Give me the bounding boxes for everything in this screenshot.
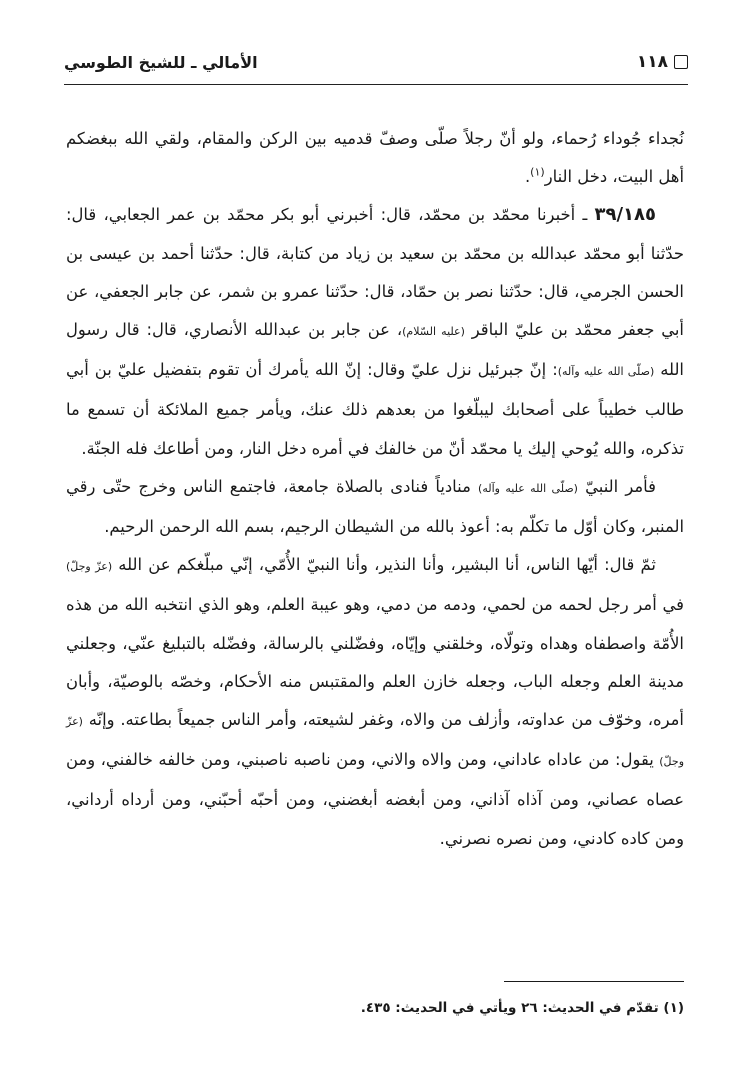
page-number: ١١٨ bbox=[636, 52, 668, 72]
hadith-number: ٣٩/١٨٥ bbox=[594, 204, 656, 226]
footnote-divider bbox=[504, 981, 684, 982]
honorific-note: (عليه السّلام) bbox=[402, 325, 465, 339]
page-body bbox=[66, 120, 684, 858]
footnote-reference: (١) bbox=[530, 165, 545, 179]
honorific-note: (عزّ وجلّ) bbox=[66, 715, 684, 769]
paragraph-1-end: . bbox=[524, 167, 531, 187]
paragraph-2-text-b: ، عن جابر بن عبدالله الأنصاري، قال: قال رسول الله bbox=[66, 320, 684, 380]
paragraph-4-text-a: ثمّ قال: أيّها الناس، أنا البشير، وأنا النذير، وأنا النبيّ الأُمّي، إنّي مبلّغكم عن الله bbox=[112, 555, 656, 575]
paragraph-3-text-b: منادياً فنادى بالصلاة جامعة، فاجتمع الناس وخرج حتّى رقي المنبر، وكان أوّل ما تكلّم به: أعوذ بالله من الشيطان الرجيم، بسم الله الرحمن الرحيم. bbox=[66, 476, 684, 537]
paragraph-1-text: نُجداء جُوداء رُحماء، ولو أنّ رجلاً صلّى وصفّ قدميه بين الركن والمقام، ولقي الله ببغضكم أهل البيت، دخل النار bbox=[66, 129, 684, 187]
honorific-note: (صلّى الله عليه وآله) bbox=[478, 481, 578, 495]
running-title: الأمالي ـ للشيخ الطوسي bbox=[64, 52, 258, 72]
page-number-block bbox=[637, 52, 688, 72]
honorific-note: (عزّ وجلّ) bbox=[66, 560, 113, 574]
footnote: (١) تقدّم في الحديث: ٢٦ ويأتي في الحديث: ٤٣٥. bbox=[360, 1000, 684, 1016]
paragraph-2-text-a: ـ أخبرنا محمّد بن محمّد، قال: أخبرني أبو بكر محمّد بن عمر الجعابي، قال: حدّثنا أبو محمّد عبدالله بن محمّد بن سعيد بن زياد من كتابة، قال: حدّثنا أحمد بن عيسى بن الحسن الجرمي، قال: حدّثنا نصر بن حمّاد، قال: حدّثنا عمرو بن شمر، عن جابر الجعفي، عن أبي جعفر محمّد بن عليّ الباقر bbox=[66, 205, 684, 340]
paragraph-1 bbox=[66, 120, 684, 196]
page-header bbox=[64, 46, 688, 85]
paragraph-4-text-b: في أمر رجل لحمه من لحمي، ودمه من دمي، وهو عيبة العلم، وهو الذي انتخبه الله من هذه الأُمّة واصطفاه وهداه وتولّاه، وخلقني وإيّاه، وفضّلني بالرسالة، وفضّله بالتبليغ عنّي، وجعلني مدينة العلم وجعله الباب، وجعله خازن العلم والمقتبس منه الأحكام، وخصّه بالوصيّة، وأبان أمره، وخوّف من عداوته، وأزلف من والاه، وغفر لشيعته، وأمر الناس جميعاً بطاعته. وإنّه bbox=[66, 595, 684, 730]
paragraph-4 bbox=[66, 546, 684, 858]
paragraph-2-text-c: : إنّ جبرئيل نزل عليّ وقال: إنّ الله يأمرك أن تقوم بتفضيل عليّ بن أبي طالب خطيباً على أصحابك ليبلّغوا من بعدهم ذلك عنك، ويأمر جميع الملائكة أن تسمع ما تذكره، والله يُوحي إليك يا محمّد أنّ من خالفك في أمره دخل النار، ومن أطاعك فله الجنّة. bbox=[66, 360, 684, 458]
paragraph-3-text-a: فأمر النبيّ bbox=[577, 476, 656, 496]
honorific-note: (صلّى الله عليه وآله) bbox=[557, 365, 655, 379]
paragraph-4-text-c: يقول: من عاداه عاداني، ومن والاه والاني، ومن ناصبه ناصبني، ومن خالفه خالفني، ومن عصاه عصاني، ومن آذاه آذاني، ومن أبغضه أبغضني، ومن أحبّه أحبّني، ومن أرداه أرداني، ومن كاده كادني، ومن نصره نصرني. bbox=[66, 750, 684, 848]
page-marker-square-icon bbox=[674, 55, 688, 69]
paragraph-2 bbox=[66, 196, 684, 467]
paragraph-3 bbox=[66, 468, 684, 546]
